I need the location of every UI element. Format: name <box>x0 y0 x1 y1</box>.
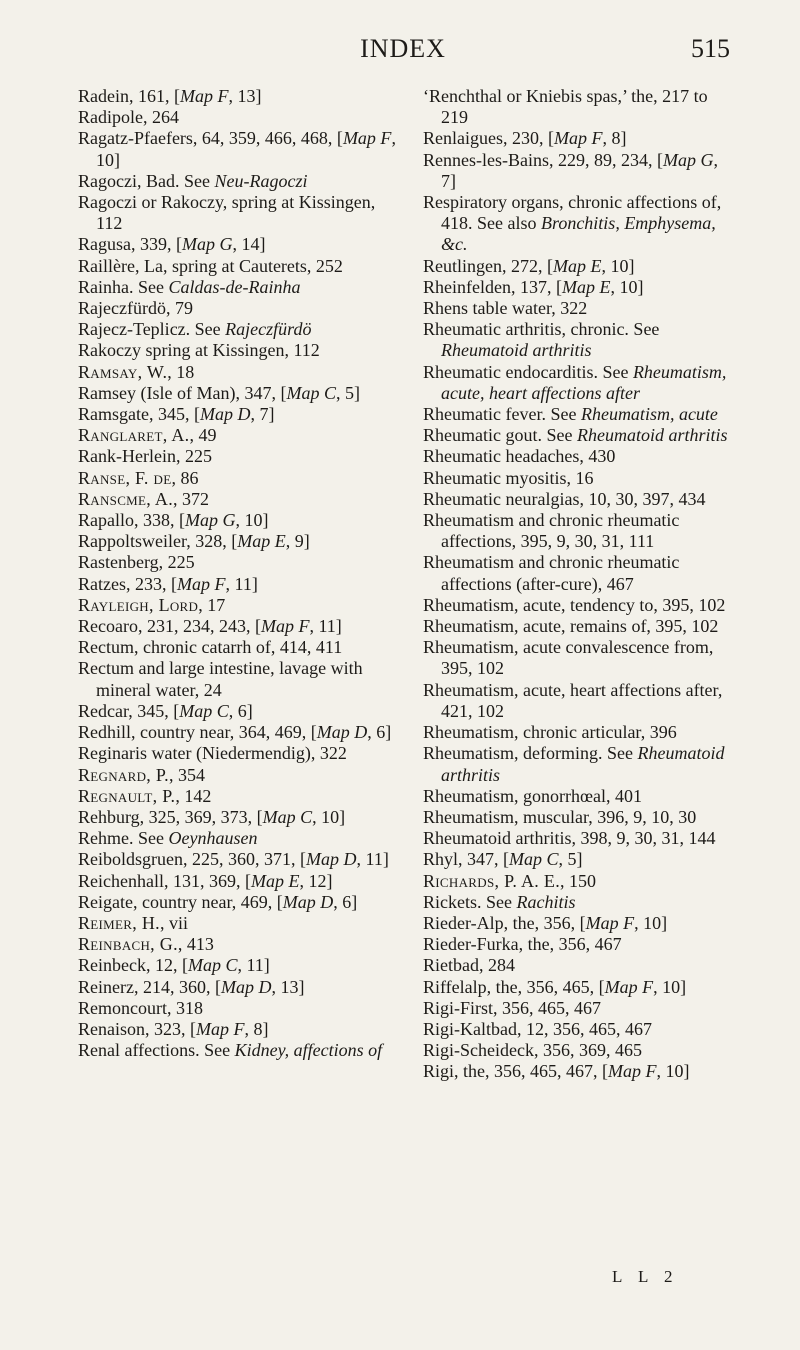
index-entry: Rheumatic neuralgias, 10, 30, 397, 434 <box>423 488 706 509</box>
index-entry: Reinbach, G., 413 <box>78 934 214 955</box>
index-entry: Rheumatic headaches, 430 <box>423 446 616 467</box>
index-entry: Rectum and large intestine, lavage with mineral water, 24 <box>78 658 363 700</box>
index-entry: Regnault, P., 142 <box>78 785 212 806</box>
index-entry: Rieder-Alp, the, 356, [Map F, 10] <box>423 912 668 933</box>
index-column-left <box>78 86 396 1061</box>
index-entry: Rayleigh, Lord, 17 <box>78 594 226 615</box>
index-entry: Ramsgate, 345, [Map D, 7] <box>78 404 275 425</box>
index-entry: Ranse, F. de, 86 <box>78 467 199 488</box>
index-entry: Reinbeck, 12, [Map C, 11] <box>78 955 270 976</box>
index-entry: Rehburg, 325, 369, 373, [Map C, 10] <box>78 806 346 827</box>
index-entry: Rigi, the, 356, 465, 467, [Map F, 10] <box>423 1061 690 1082</box>
index-entry: Ragusa, 339, [Map G, 14] <box>78 234 266 255</box>
index-entry: Rheumatism, gonorrhœal, 401 <box>423 785 642 806</box>
index-entry: Rheumatic arthritis, chronic. See Rheumatoid arthritis <box>423 319 660 361</box>
index-entry: Radein, 161, [Map F, 13] <box>78 86 262 106</box>
page-header <box>76 28 730 68</box>
index-entry: Regnard, P., 354 <box>78 764 205 785</box>
index-entry: Rheumatism, chronic articular, 396 <box>423 722 677 743</box>
index-entry: Renaison, 323, [Map F, 8] <box>78 1018 269 1039</box>
index-entry: Rheumatism, deforming. See Rheumatoid arthritis <box>423 743 725 785</box>
index-entry: Rigi-Scheideck, 356, 369, 465 <box>423 1040 642 1061</box>
index-entry: Ragoczi or Rakoczy, spring at Kissingen, 112 <box>78 192 376 234</box>
index-entry: Respiratory organs, chronic affections of, 418. See also Bronchitis, Emphysema, &c. <box>423 192 722 255</box>
index-entry: Rheumatism and chronic rheumatic affections, 395, 9, 30, 31, 111 <box>423 510 680 552</box>
page-title: INDEX <box>360 34 446 63</box>
index-entry: Rheumatic gout. See Rheumatoid arthritis <box>423 425 728 446</box>
index-entry: Reichenhall, 131, 369, [Map E, 12] <box>78 870 333 891</box>
index-entry: Rennes-les-Bains, 229, 89, 234, [Map G, 7] <box>423 149 718 191</box>
index-entry: Radipole, 264 <box>78 107 179 128</box>
index-entry: Riffelalp, the, 356, 465, [Map F, 10] <box>423 976 687 997</box>
index-entry: Rigi-Kaltbad, 12, 356, 465, 467 <box>423 1018 652 1039</box>
page-number: 515 <box>691 34 730 63</box>
index-entry: Rapallo, 338, [Map G, 10] <box>78 510 269 531</box>
index-entry: Rheumatism, acute, heart affections after, 421, 102 <box>423 679 723 721</box>
index-entry: Reinerz, 214, 360, [Map D, 13] <box>78 976 305 997</box>
index-entry: Reigate, country near, 469, [Map D, 6] <box>78 891 358 912</box>
index-entry: Recoaro, 231, 234, 243, [Map F, 11] <box>78 616 342 637</box>
index-entry: Rhyl, 347, [Map C, 5] <box>423 849 583 870</box>
index-entry: Ranglaret, A., 49 <box>78 425 217 446</box>
index-entry: Rheumatism, acute, tendency to, 395, 102 <box>423 594 726 615</box>
index-entry: Rheumatoid arthritis, 398, 9, 30, 31, 144 <box>423 828 716 849</box>
index-entry: Rheinfelden, 137, [Map E, 10] <box>423 276 644 297</box>
index-entry: Rehme. See Oeynhausen <box>78 828 258 849</box>
index-entry: Ragoczi, Bad. See Neu-Ragoczi <box>78 170 308 191</box>
index-entry: Reiboldsgruen, 225, 360, 371, [Map D, 11] <box>78 849 389 870</box>
index-entry: Reginaris water (Niedermendig), 322 <box>78 743 347 764</box>
index-entry: Rheumatic fever. See Rheumatism, acute <box>423 404 718 425</box>
index-entry: Renal affections. See Kidney, affections of <box>78 1040 383 1061</box>
index-entry: Rheumatism, muscular, 396, 9, 10, 30 <box>423 806 697 827</box>
index-entry: Rheumatic endocarditis. See Rheumatism, acute, heart affections after <box>423 361 727 403</box>
index-entry: Renlaigues, 230, [Map F, 8] <box>423 128 627 149</box>
index-entry: Redhill, country near, 364, 469, [Map D, 6] <box>78 722 392 743</box>
index-entry: Rheumatism, acute convalescence from, 395, 102 <box>423 637 714 679</box>
index-entry: Ratzes, 233, [Map F, 11] <box>78 573 258 594</box>
index-entry: Raillère, La, spring at Cauterets, 252 <box>78 255 343 276</box>
index-entry: Rickets. See Rachitis <box>423 891 576 912</box>
index-entry: ‘Renchthal or Kniebis spas,’ the, 217 to 219 <box>423 86 708 128</box>
index-entry: Rajeczfürdö, 79 <box>78 298 193 319</box>
index-entry: Rheumatism, acute, remains of, 395, 102 <box>423 616 719 637</box>
index-entry: Rakoczy spring at Kissingen, 112 <box>78 340 320 361</box>
index-entry: Rainha. See Caldas-de-Rainha <box>78 276 301 297</box>
index-entry: Rieder-Furka, the, 356, 467 <box>423 934 622 955</box>
index-entry: Remoncourt, 318 <box>78 997 203 1018</box>
index-entry: Rheumatism and chronic rheumatic affections (after-cure), 467 <box>423 552 680 594</box>
index-entry: Rajecz-Teplicz. See Rajeczfürdö <box>78 319 312 340</box>
index-entry: Rank-Herlein, 225 <box>78 446 212 467</box>
index-entry: Rietbad, 284 <box>423 955 515 976</box>
index-entry: Rectum, chronic catarrh of, 414, 411 <box>78 637 343 658</box>
index-entry: Reimer, H., vii <box>78 912 188 933</box>
index-entry: Ramsay, W., 18 <box>78 361 195 382</box>
index-entry: Rigi-First, 356, 465, 467 <box>423 997 602 1018</box>
index-entry: Ranscme, A., 372 <box>78 488 209 509</box>
signature-mark: L L 2 <box>612 1267 679 1286</box>
index-entry: Rastenberg, 225 <box>78 552 195 573</box>
index-entry: Redcar, 345, [Map C, 6] <box>78 700 253 721</box>
index-entry: Rhens table water, 322 <box>423 298 588 319</box>
index-entry: Rappoltsweiler, 328, [Map E, 9] <box>78 531 310 552</box>
index-column-right <box>423 86 735 1083</box>
index-entry: Ragatz-Pfaefers, 64, 359, 466, 468, [Map F, 10] <box>78 128 396 170</box>
index-entry: Ramsey (Isle of Man), 347, [Map C, 5] <box>78 382 360 403</box>
index-entry: Reutlingen, 272, [Map E, 10] <box>423 255 635 276</box>
index-entry: Rheumatic myositis, 16 <box>423 467 594 488</box>
index-entry: Richards, P. A. E., 150 <box>423 870 596 891</box>
